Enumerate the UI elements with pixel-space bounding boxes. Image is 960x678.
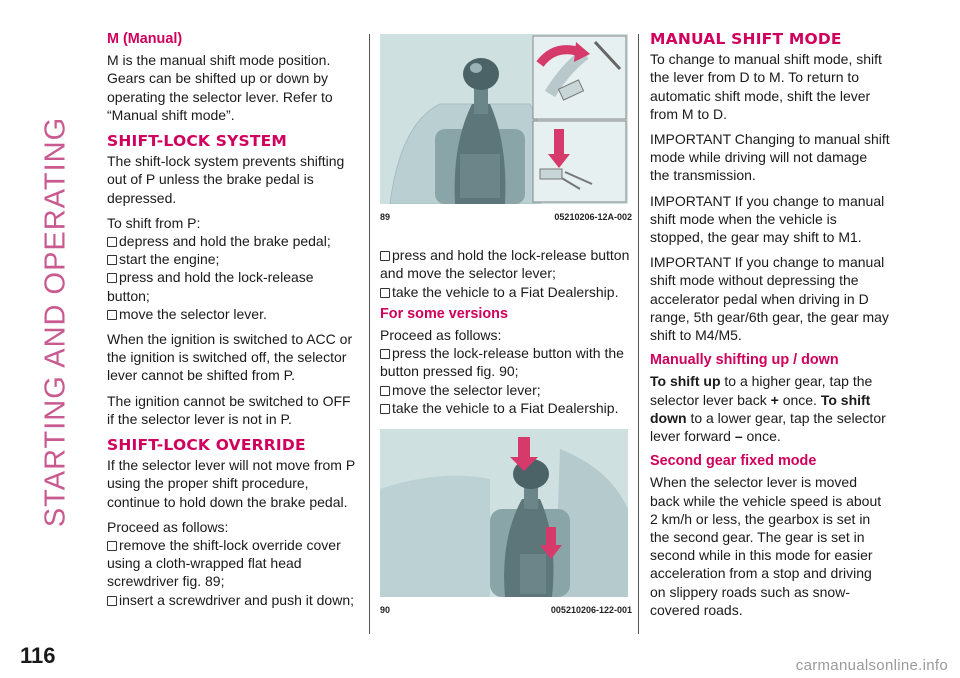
list-item-text: insert a screwdriver and push it down; <box>119 591 354 608</box>
list-item <box>107 305 359 323</box>
checkbox-bullet-icon <box>380 349 390 359</box>
ignition-text-2: The ignition cannot be switched to OFF if the selector lever is not in P. <box>107 392 351 427</box>
figure-89-caption <box>380 208 632 226</box>
shift-from-p: To shift from P: <box>107 214 201 231</box>
versions-heading: For some versions <box>380 305 508 322</box>
shift-up-label: To shift up <box>650 373 721 390</box>
shift-down-label: To shift down <box>650 391 871 426</box>
checkbox-bullet-icon <box>380 386 390 396</box>
shift-up-down-text <box>650 372 890 445</box>
column-divider-2 <box>638 34 639 634</box>
list-item <box>107 250 359 268</box>
list-item-text: start the engine; <box>119 251 220 268</box>
figure-90 <box>380 429 628 597</box>
manual-shift-text: To change to manual shift mode, shift the lever from D to M. To return to automatic shift mode, shift the lever from M to D. <box>650 51 882 122</box>
figure-code: 05210206-12A-002 <box>554 212 632 222</box>
second-gear-heading: Second gear fixed mode <box>650 453 817 470</box>
page-number: 116 <box>20 643 56 668</box>
checkbox-bullet-icon <box>380 404 390 414</box>
shift-lock-override-illustration <box>380 34 628 204</box>
list-item-text: press the lock-release button with the button pressed fig. 90; <box>380 345 624 380</box>
shift-lock-heading: SHIFT-LOCK SYSTEM <box>107 132 288 151</box>
list-item <box>107 232 359 250</box>
checkbox-bullet-icon <box>107 310 117 320</box>
shift-lock-text: The shift-lock system prevents shifting out of P unless the brake pedal is depressed. <box>107 153 345 206</box>
list-item <box>380 246 632 282</box>
checkbox-bullet-icon <box>107 255 117 265</box>
checkbox-bullet-icon <box>107 596 117 606</box>
override-text: If the selector lever will not move from P using the proper shift procedure, continue to hold down the brake pedal. <box>107 457 355 510</box>
list-item-text: move the selector lever; <box>392 381 541 398</box>
list-item-text: take the vehicle to a Fiat Dealership. <box>392 399 619 416</box>
list-item-text: depress and hold the brake pedal; <box>119 233 331 250</box>
m-manual-text: M is the manual shift mode position. Gears can be shifted up or down by operating the selector lever. Refer to “Manual shift mode”. <box>107 52 333 123</box>
list-item <box>380 344 632 380</box>
checkbox-bullet-icon <box>107 541 117 551</box>
lock-release-illustration <box>380 429 628 597</box>
proceed-text: Proceed as follows: <box>380 327 502 344</box>
list-item <box>107 591 359 609</box>
list-item-text: remove the shift-lock override cover using a cloth-wrapped flat head screwdriver fig. 89; <box>107 537 341 590</box>
checkbox-bullet-icon <box>107 237 117 247</box>
manual-shift-heading: MANUAL SHIFT MODE <box>650 30 842 48</box>
column-2 <box>380 34 632 619</box>
updown-heading: Manually shifting up / down <box>650 352 839 369</box>
checkbox-bullet-icon <box>107 273 117 283</box>
important-note-2: IMPORTANT If you change to manual shift mode when the vehicle is stopped, the gear may shift to M1. <box>650 192 885 246</box>
list-item <box>380 399 632 417</box>
column-3 <box>650 30 890 626</box>
figure-90-caption <box>380 601 632 619</box>
list-item-text: take the vehicle to a Fiat Dealership. <box>392 283 619 300</box>
proceed-text: Proceed as follows: <box>107 518 229 535</box>
figure-number: 89 <box>380 212 391 222</box>
shift-down-symbol: – <box>734 428 743 445</box>
list-item-text: move the selector lever. <box>119 305 267 322</box>
column-1 <box>107 30 359 609</box>
list-item-text: press and hold the lock-release button; <box>107 269 314 304</box>
m-manual-heading: M (Manual) <box>107 31 183 47</box>
important-note-1: IMPORTANT Changing to manual shift mode while driving will not damage the transmission. <box>650 131 890 184</box>
shift-up-symbol: + <box>770 391 779 408</box>
column-divider-1 <box>369 34 370 634</box>
shift-up-once: once. <box>782 391 817 408</box>
important-note-3: IMPORTANT If you change to manual shift mode without depressing the accelerator pedal when driving in D range, 5th gear/6th gear, the gear may shift to M4/M5. <box>650 254 889 344</box>
shift-down-once: once. <box>746 428 781 445</box>
checkbox-bullet-icon <box>380 251 390 261</box>
shift-up-text: to a higher gear, tap the selector lever back <box>650 373 873 408</box>
watermark: carmanualsonline.info <box>795 657 948 674</box>
side-section-title: STARTING AND OPERATING <box>39 116 72 528</box>
checkbox-bullet-icon <box>380 288 390 298</box>
shift-down-text: to a lower gear, tap the selector lever forward <box>650 409 886 445</box>
list-item <box>107 536 359 591</box>
override-heading: SHIFT-LOCK OVERRIDE <box>107 436 306 455</box>
figure-code: 005210206-122-001 <box>550 605 632 616</box>
list-item-text: press and hold the lock-release button and move the selector lever; <box>380 247 630 282</box>
list-item <box>380 381 632 399</box>
list-item <box>380 283 632 301</box>
ignition-text-1: When the ignition is switched to ACC or the ignition is switched off, the selector lever cannot be shifted from P. <box>107 331 353 384</box>
figure-89 <box>380 34 628 204</box>
figure-number: 90 <box>380 605 391 616</box>
second-gear-text: When the selector lever is moved back while the vehicle speed is about 2 km/h or less, the gearbox is set in the second gear. The gear is set in second while in this mode for easier acceleration from a stop and driving on slippery roads such as snow-covered roads. <box>650 474 882 618</box>
list-item <box>107 268 359 304</box>
